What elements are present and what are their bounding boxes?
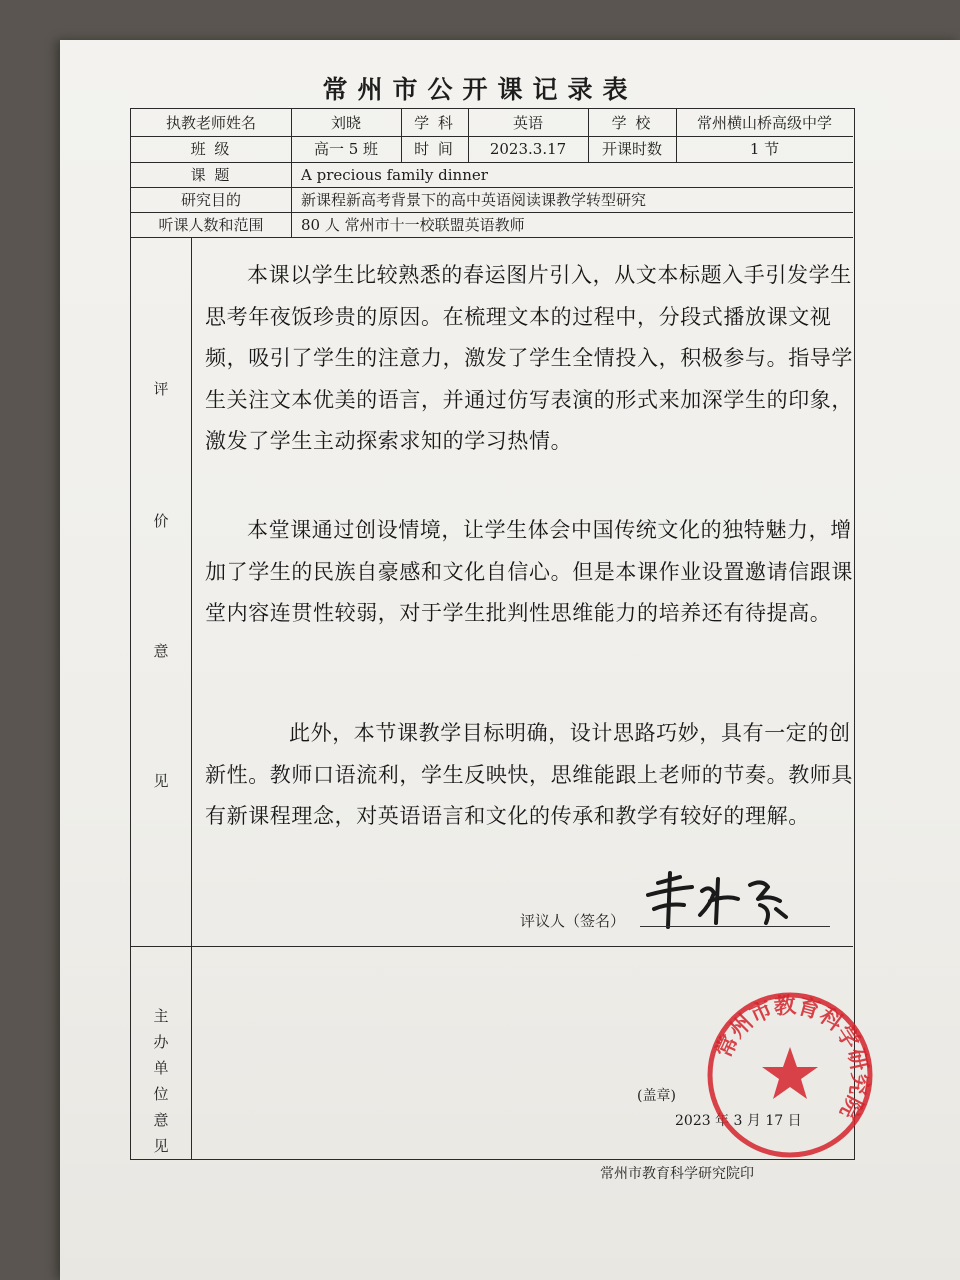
teacher-value: 刘晓	[330, 113, 361, 132]
evaluation-paragraph-3: 此外，本节课教学目标明确，设计思路巧妙，具有一定的创新性。教师口语流利，学生反映快，思维能跟上老师的节奏。教师具有新课程理念，对英语语言和文化的传承和教学有较好的理解。	[205, 721, 853, 828]
evaluation-label-char: 意	[153, 642, 169, 660]
organizer-label-char: 主	[153, 1007, 169, 1025]
official-seal	[700, 985, 880, 1169]
organizer-label-char: 见	[153, 1137, 169, 1155]
hours-label: 开课时数	[601, 140, 662, 158]
organizer-label-char: 意	[153, 1111, 169, 1129]
time-label: 时 间	[414, 140, 455, 158]
footer-seal-note: 常州市教育科学研究院印	[600, 1166, 754, 1182]
purpose-value: 新课程新高考背景下的高中英语阅读课教学转型研究	[301, 190, 647, 209]
handwritten-signature	[640, 865, 800, 939]
evaluation-paragraph-2: 本堂课通过创设情境，让学生体会中国传统文化的独特魅力，增加了学生的民族自豪感和文化自信心。但是本课作业设置邀请信跟课堂内容连贯性较弱，对于学生批判性思维能力的培养还有待提高。	[205, 518, 853, 625]
subject-label: 学 科	[414, 113, 455, 132]
audience-label: 听课人数和范围	[158, 215, 264, 234]
audience-value: 80 人 常州市十一校联盟英语教师	[301, 215, 525, 234]
organizer-label-char: 办	[153, 1033, 169, 1051]
organizer-label-char: 位	[153, 1085, 169, 1103]
school-label: 学 校	[611, 113, 653, 132]
page-title: 常州市公开课记录表	[322, 75, 638, 104]
time-value: 2023.3.17	[489, 140, 567, 158]
evaluation-label-char: 见	[153, 772, 169, 790]
school-value: 常州横山桥高级中学	[696, 113, 832, 132]
signature-line	[640, 926, 830, 927]
evaluation-paragraph-1: 本课以学生比较熟悉的春运图片引入，从文本标题入手引发学生思考年夜饭珍贵的原因。在梳理文本的过程中，分段式播放课文视频，吸引了学生的注意力，激发了学生全情投入，积极参与。指导学生关注文本优美的语言，并通过仿写表演的形式来加深学生的印象，激发了学生主动探索求知的学习热情。	[205, 263, 853, 453]
stamp-caption: (盖章)	[637, 1088, 676, 1104]
hours-value: 1 节	[749, 140, 780, 158]
organizer-label-char: 单	[153, 1059, 169, 1077]
topic-value: A precious family dinner	[301, 165, 488, 184]
teacher-label: 执教老师姓名	[165, 113, 256, 132]
class-label: 班 级	[190, 140, 232, 158]
signature-label: 评议人（签名）	[520, 912, 626, 930]
subject-value: 英语	[512, 113, 543, 132]
class-value: 高一 5 班	[313, 140, 379, 158]
seal-text: 常州市教育科学研究院	[711, 993, 872, 1123]
evaluation-label-char: 价	[153, 512, 169, 530]
stamp-date: 2023 年 3 月 17 日	[675, 1113, 802, 1129]
evaluation-label-char: 评	[153, 380, 169, 398]
purpose-label: 研究目的	[180, 190, 241, 209]
topic-label: 课 题	[190, 165, 232, 184]
